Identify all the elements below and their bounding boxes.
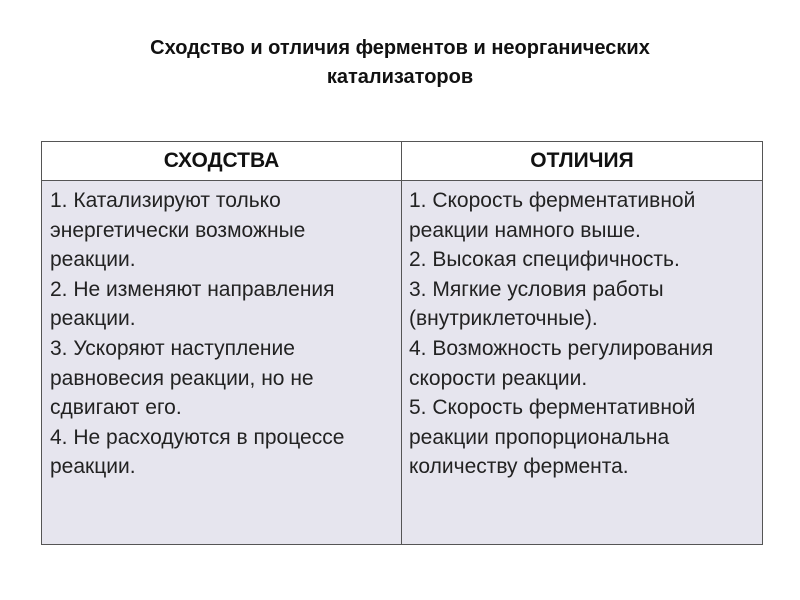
comparison-table bbox=[41, 141, 763, 545]
difference-item-1: 1. Скорость ферментативной реакции намного выше. bbox=[409, 189, 696, 242]
similarity-item-4: 4. Не расходуются в процессе реакции. bbox=[50, 425, 345, 479]
difference-item-5: 5. Скорость ферментативной реакции пропорциональна количеству фермента. bbox=[409, 396, 696, 479]
similarity-item-3: 3. Ускоряют наступление равновесия реакции, но не сдвигают его. bbox=[50, 336, 314, 420]
slide-title-line-1: Сходство и отличия ферментов и неорганических bbox=[150, 37, 650, 59]
similarity-item-2: 2. Не изменяют направления реакции. bbox=[50, 277, 335, 331]
header-row bbox=[42, 142, 763, 181]
difference-item-3: 3. Мягкие условия работы (внутриклеточные). bbox=[409, 277, 664, 331]
difference-item-2: 2. Высокая специфичность. bbox=[409, 248, 680, 272]
slide-title bbox=[60, 34, 740, 92]
header-similarities: СХОДСТВА bbox=[42, 142, 402, 181]
similarity-item-1: 1. Катализируют только энергетически возможные реакции. bbox=[50, 189, 306, 272]
differences-cell bbox=[402, 181, 763, 545]
content-row bbox=[42, 181, 763, 545]
slide-title-line-2: катализаторов bbox=[326, 66, 474, 88]
difference-item-4: 4. Возможность регулирования скорости реакции. bbox=[409, 336, 714, 390]
header-differences: ОТЛИЧИЯ bbox=[402, 142, 763, 181]
similarities-cell bbox=[42, 181, 402, 545]
